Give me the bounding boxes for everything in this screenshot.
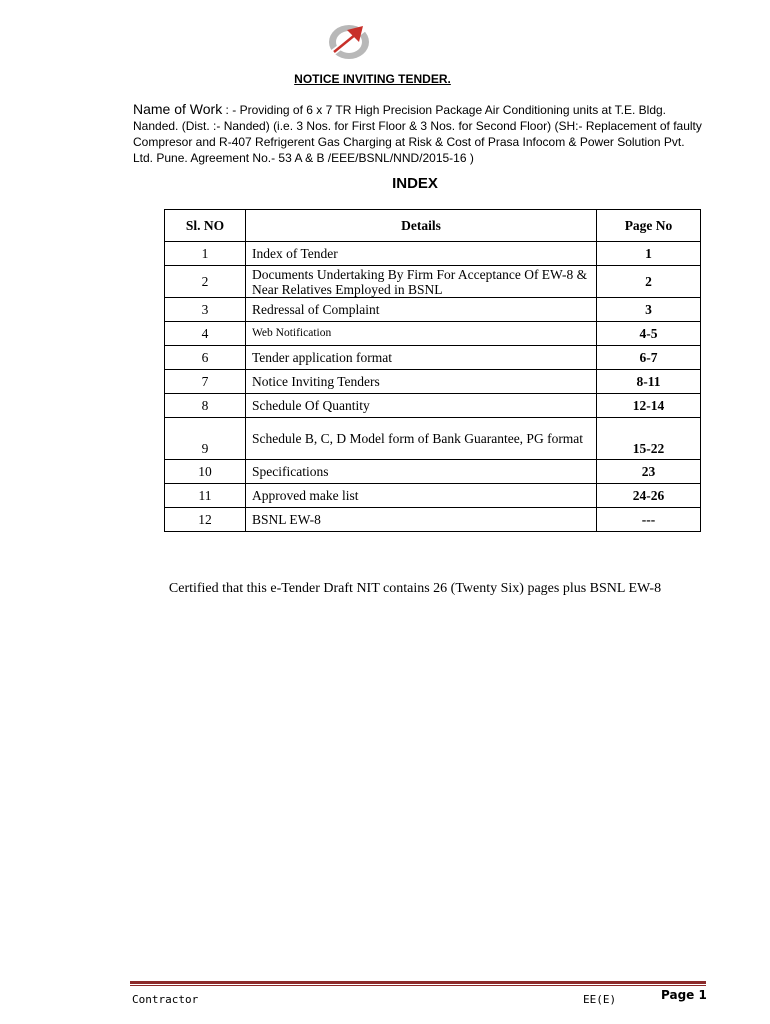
table-row bbox=[165, 370, 701, 394]
row-page: 2 bbox=[597, 266, 701, 298]
row-page: 3 bbox=[597, 298, 701, 322]
row-details: Approved make list bbox=[246, 484, 597, 508]
row-page: 6-7 bbox=[597, 346, 701, 370]
row-details: BSNL EW-8 bbox=[246, 508, 597, 532]
row-sl: 6 bbox=[165, 346, 246, 370]
index-heading: INDEX bbox=[392, 175, 438, 192]
row-details: Documents Undertaking By Firm For Acceptance Of EW-8 & Near Relatives Employed in BSNL bbox=[246, 266, 597, 298]
row-sl: 8 bbox=[165, 394, 246, 418]
table-row bbox=[165, 266, 701, 298]
table-row bbox=[165, 418, 701, 460]
row-page: 24-26 bbox=[597, 484, 701, 508]
table-row bbox=[165, 298, 701, 322]
row-details: Specifications bbox=[246, 460, 597, 484]
document-title: NOTICE INVITING TENDER. bbox=[294, 72, 451, 86]
work-separator: : - bbox=[222, 103, 240, 117]
row-page: --- bbox=[597, 508, 701, 532]
row-details: Schedule Of Quantity bbox=[246, 394, 597, 418]
row-details: Schedule B, C, D Model form of Bank Guarantee, PG format bbox=[246, 418, 597, 460]
row-sl: 7 bbox=[165, 370, 246, 394]
work-label: Name of Work bbox=[133, 101, 223, 117]
row-sl: 2 bbox=[165, 266, 246, 298]
row-page: 15-22 bbox=[597, 418, 701, 460]
row-sl: 1 bbox=[165, 242, 246, 266]
row-details: Tender application format bbox=[246, 346, 597, 370]
footer-ee: EE(E) bbox=[583, 993, 617, 1006]
footer-rule-thin bbox=[130, 985, 706, 986]
table-row bbox=[165, 508, 701, 532]
table-row bbox=[165, 460, 701, 484]
table-row bbox=[165, 394, 701, 418]
name-of-work bbox=[133, 101, 703, 166]
table-row bbox=[165, 484, 701, 508]
row-details: Notice Inviting Tenders bbox=[246, 370, 597, 394]
row-sl: 10 bbox=[165, 460, 246, 484]
row-sl: 3 bbox=[165, 298, 246, 322]
work-description: Providing of 6 x 7 TR High Precision Package Air Conditioning units at T.E. Bldg. Nanded. (Dist. :- Nanded) (i.e. 3 Nos. for First Floor & 3 Nos. for Second Floor) (SH:- Replacement of faulty Compresor and R-407 Refrigerent Gas Charging at Risk & Cost of Prasa Infocom & Power Solution Pvt. Ltd. Pune. Agreement No.- 53 A & B /EEE/BSNL/NND/2015-16 ) bbox=[133, 103, 702, 165]
footer-contractor: Contractor bbox=[132, 993, 199, 1006]
row-sl: 9 bbox=[165, 418, 246, 460]
row-details: Web Notification bbox=[246, 322, 597, 346]
table-header-row bbox=[165, 210, 701, 242]
table-row bbox=[165, 346, 701, 370]
row-details: Index of Tender bbox=[246, 242, 597, 266]
table-row bbox=[165, 242, 701, 266]
row-sl: 4 bbox=[165, 322, 246, 346]
row-page: 1 bbox=[597, 242, 701, 266]
row-sl: 11 bbox=[165, 484, 246, 508]
row-page: 12-14 bbox=[597, 394, 701, 418]
row-page: 4-5 bbox=[597, 322, 701, 346]
row-page: 23 bbox=[597, 460, 701, 484]
footer-rule bbox=[130, 981, 706, 984]
row-page: 8-11 bbox=[597, 370, 701, 394]
footer-page-number: Page 1 bbox=[661, 988, 707, 1002]
index-table bbox=[164, 209, 701, 532]
row-sl: 12 bbox=[165, 508, 246, 532]
column-header-sl: Sl. NO bbox=[165, 210, 246, 242]
column-header-details: Details bbox=[246, 210, 597, 242]
column-header-page: Page No bbox=[597, 210, 701, 242]
certification-text: Certified that this e-Tender Draft NIT contains 26 (Twenty Six) pages plus BSNL EW-8 bbox=[168, 581, 662, 596]
row-details: Redressal of Complaint bbox=[246, 298, 597, 322]
bsnl-logo-icon bbox=[325, 20, 373, 62]
table-row bbox=[165, 322, 701, 346]
